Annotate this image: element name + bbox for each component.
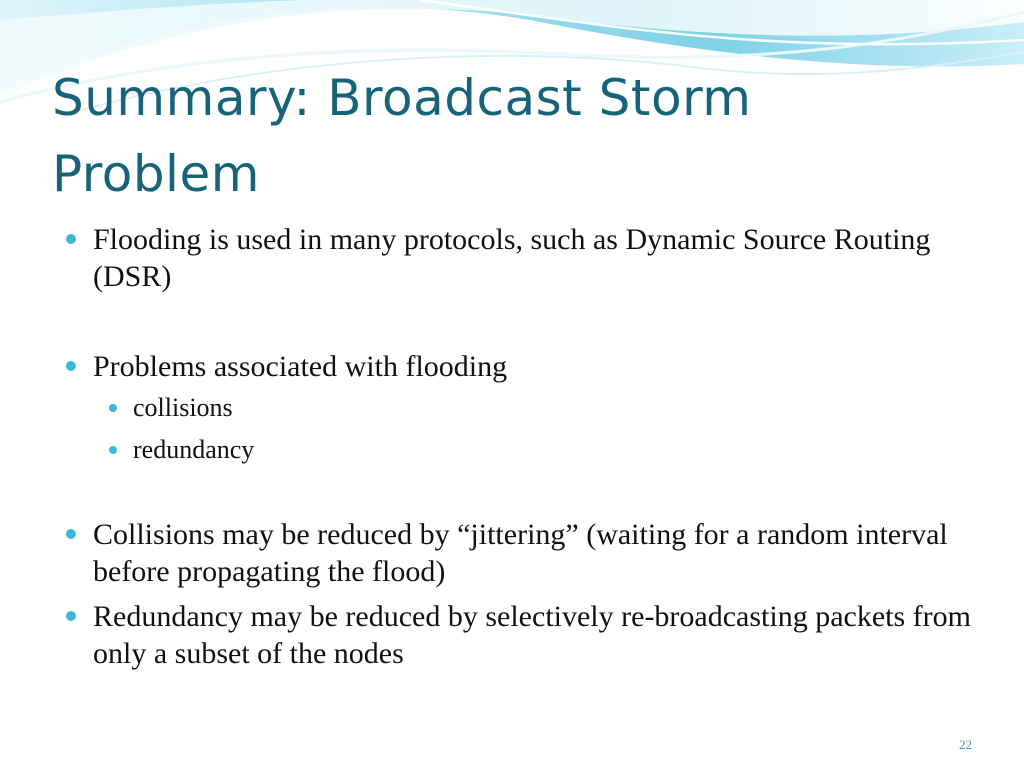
- bullet-text: Flooding is used in many protocols, such as Dynamic Source Routing (DSR): [93, 223, 931, 293]
- slide-title: Summary: Broadcast Storm Problem: [52, 69, 752, 203]
- bullet-icon: [66, 234, 76, 244]
- bullet-text: Problems associated with flooding: [93, 350, 508, 383]
- sub-bullet-icon: [109, 404, 117, 412]
- bullet-item: [93, 221, 973, 295]
- bullet-text: Collisions may be reduced by “jittering” (waiting for a random interval before propagating the flood): [93, 518, 948, 588]
- bullet-icon: [66, 361, 76, 371]
- sub-bullet-text: collisions: [133, 393, 233, 422]
- bullet-item: [93, 348, 973, 385]
- sub-bullet-item: [133, 391, 953, 425]
- bullet-icon: [66, 529, 76, 539]
- sub-bullet-icon: [109, 446, 117, 454]
- bullet-icon: [66, 611, 76, 621]
- bullet-item: [93, 598, 973, 672]
- sub-bullet-text: redundancy: [133, 435, 255, 464]
- bullet-item: [93, 516, 973, 590]
- sub-bullet-item: [133, 433, 953, 467]
- bullet-text: Redundancy may be reduced by selectively re-broadcasting packets from only a subset of the nodes: [93, 600, 971, 670]
- page-number: 22: [959, 737, 972, 752]
